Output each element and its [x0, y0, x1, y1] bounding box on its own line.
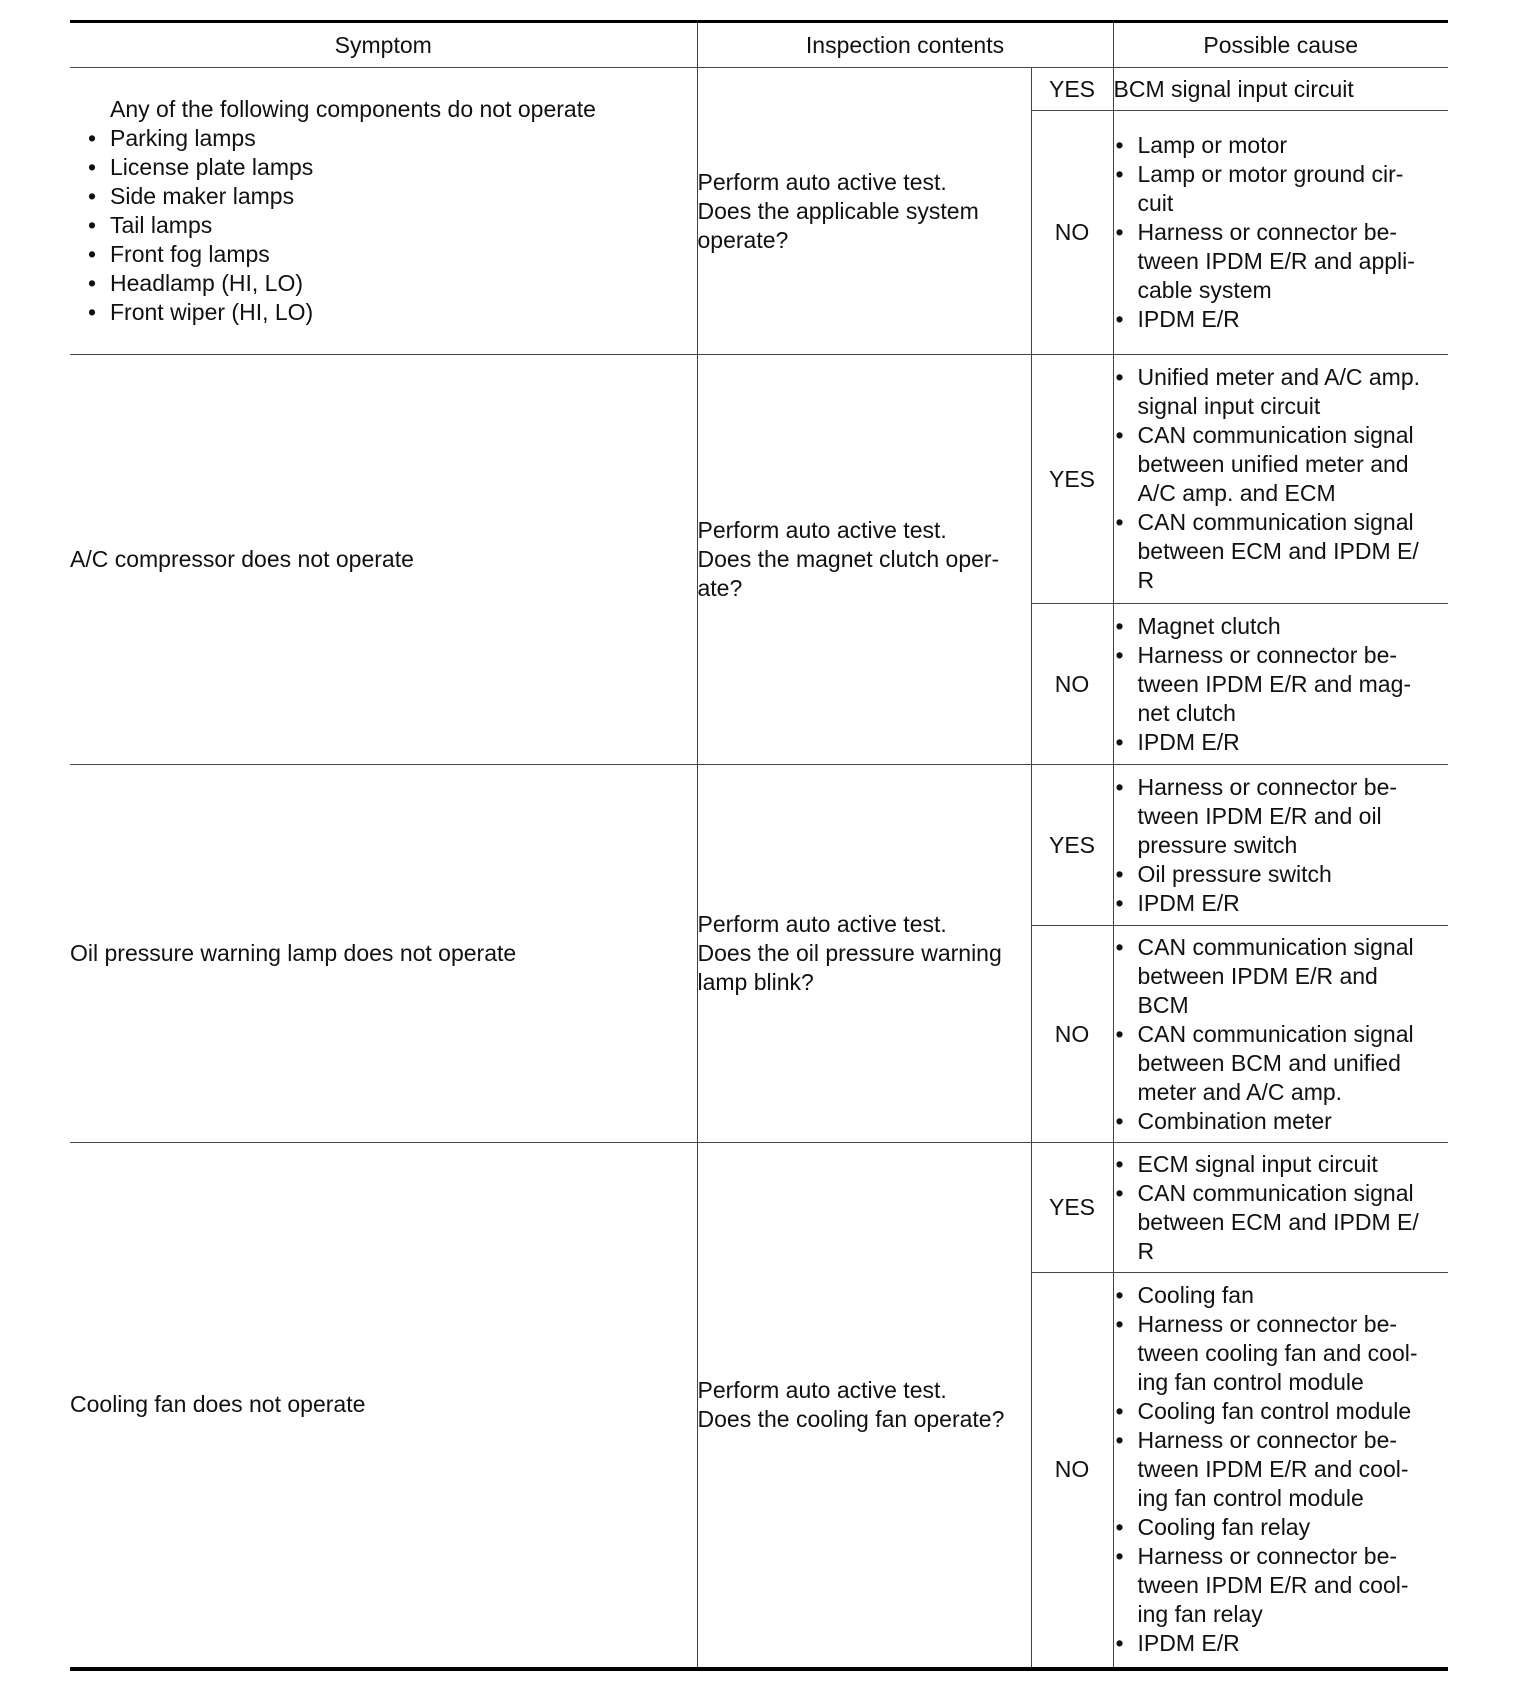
symptom-cell: Oil pressure warning lamp does not operate: [70, 765, 697, 1143]
no-label: NO: [1031, 1273, 1113, 1669]
inspection-line: Does the cooling fan operate?: [697, 1405, 1005, 1432]
symptom-intro: Any of the following components do not operate: [110, 96, 596, 122]
cause-list: [1114, 1150, 1449, 1266]
cause-list: [1114, 612, 1449, 757]
list-item: • CAN communication signal between BCM and unified meter and A/C amp.: [1114, 1020, 1449, 1107]
header-cause: Possible cause: [1113, 22, 1448, 68]
inspection-line: lamp blink?: [697, 969, 814, 995]
header-inspection: Inspection contents: [697, 22, 1113, 68]
list-item: • License plate lamps: [86, 153, 697, 182]
symptom-cell: Cooling fan does not operate: [70, 1143, 697, 1669]
inspection-cell: [697, 355, 1031, 765]
header-row: [70, 22, 1448, 68]
diagnosis-table: [70, 20, 1448, 1671]
no-cause-cell: [1113, 111, 1448, 355]
list-item: • Harness or connector be- tween IPDM E/R and appli- cable system: [1114, 218, 1449, 305]
no-cause-cell: [1113, 926, 1448, 1143]
cause-list: [1114, 1281, 1449, 1658]
list-item: • Lamp or motor ground cir- cuit: [1114, 160, 1449, 218]
yes-label: YES: [1031, 765, 1113, 926]
no-cause-cell: [1113, 1273, 1448, 1669]
inspection-cell: [697, 1143, 1031, 1669]
list-item: • Harness or connector be- tween IPDM E/R and oil pressure switch: [1114, 773, 1449, 860]
symptom-cell: A/C compressor does not operate: [70, 355, 697, 765]
inspection-line: ate?: [697, 575, 743, 601]
inspection-line: Perform auto active test.: [697, 1376, 947, 1403]
inspection-line: Does the magnet clutch oper-: [697, 546, 1000, 572]
list-item: • IPDM E/R: [1114, 889, 1449, 918]
inspection-line: Perform auto active test.: [697, 517, 947, 543]
yes-cause-cell: [1113, 765, 1448, 926]
cause-list: [1114, 131, 1449, 334]
cause-list: [1114, 363, 1449, 595]
list-item: • Harness or connector be- tween IPDM E/R and mag- net clutch: [1114, 641, 1449, 728]
list-item: • Combination meter: [1114, 1107, 1449, 1136]
no-label: NO: [1031, 604, 1113, 765]
inspection-line: operate?: [697, 226, 789, 253]
no-label: NO: [1031, 926, 1113, 1143]
inspection-line: Does the oil pressure warning: [697, 940, 1002, 966]
list-item: • IPDM E/R: [1114, 1629, 1449, 1658]
table-row: [70, 68, 1448, 111]
list-item: • CAN communication signal between ECM and IPDM E/ R: [1114, 508, 1449, 595]
no-label: NO: [1031, 111, 1113, 355]
list-item: • Harness or connector be- tween IPDM E/R and cool- ing fan control module: [1114, 1426, 1449, 1513]
cause-list: [1114, 933, 1449, 1136]
yes-label: YES: [1031, 1143, 1113, 1273]
inspection-line: Does the applicable system: [697, 197, 979, 224]
list-item: • Headlamp (HI, LO): [86, 269, 697, 298]
cause-list: [1114, 773, 1449, 918]
list-item: • Front wiper (HI, LO): [86, 298, 697, 327]
header-symptom: Symptom: [70, 22, 697, 68]
list-item: • ECM signal input circuit: [1114, 1150, 1449, 1179]
yes-label: YES: [1031, 355, 1113, 604]
list-item: • Unified meter and A/C amp. signal input circuit: [1114, 363, 1449, 421]
table-row: [70, 355, 1448, 604]
list-item: • Harness or connector be- tween cooling fan and cool- ing fan control module: [1114, 1310, 1449, 1397]
list-item: • Oil pressure switch: [1114, 860, 1449, 889]
list-item: • Magnet clutch: [1114, 612, 1449, 641]
list-item: • IPDM E/R: [1114, 728, 1449, 757]
list-item: • Cooling fan relay: [1114, 1513, 1449, 1542]
list-item: • Front fog lamps: [86, 240, 697, 269]
table-row: [70, 765, 1448, 926]
yes-cause-cell: BCM signal input circuit: [1113, 68, 1448, 111]
list-item: • Cooling fan control module: [1114, 1397, 1449, 1426]
list-item: • CAN communication signal between ECM and IPDM E/ R: [1114, 1179, 1449, 1266]
list-item: • CAN communication signal between IPDM E/R and BCM: [1114, 933, 1449, 1020]
list-item: • Cooling fan: [1114, 1281, 1449, 1310]
list-item: • CAN communication signal between unified meter and A/C amp. and ECM: [1114, 421, 1449, 508]
diagnosis-table-container: [70, 20, 1448, 1671]
no-cause-cell: [1113, 604, 1448, 765]
yes-label: YES: [1031, 68, 1113, 111]
list-item: • Tail lamps: [86, 211, 697, 240]
list-item: • IPDM E/R: [1114, 305, 1449, 334]
list-item: • Lamp or motor: [1114, 131, 1449, 160]
yes-cause-cell: [1113, 1143, 1448, 1273]
symptom-list: [86, 124, 697, 327]
list-item: • Parking lamps: [86, 124, 697, 153]
list-item: • Side maker lamps: [86, 182, 697, 211]
inspection-line: Perform auto active test.: [697, 911, 947, 937]
inspection-cell: [697, 765, 1031, 1143]
list-item: • Harness or connector be- tween IPDM E/R and cool- ing fan relay: [1114, 1542, 1449, 1629]
yes-cause-cell: [1113, 355, 1448, 604]
symptom-cell: [70, 68, 697, 355]
inspection-cell: [697, 68, 1031, 355]
inspection-line: Perform auto active test.: [697, 168, 947, 195]
table-row: [70, 1143, 1448, 1273]
